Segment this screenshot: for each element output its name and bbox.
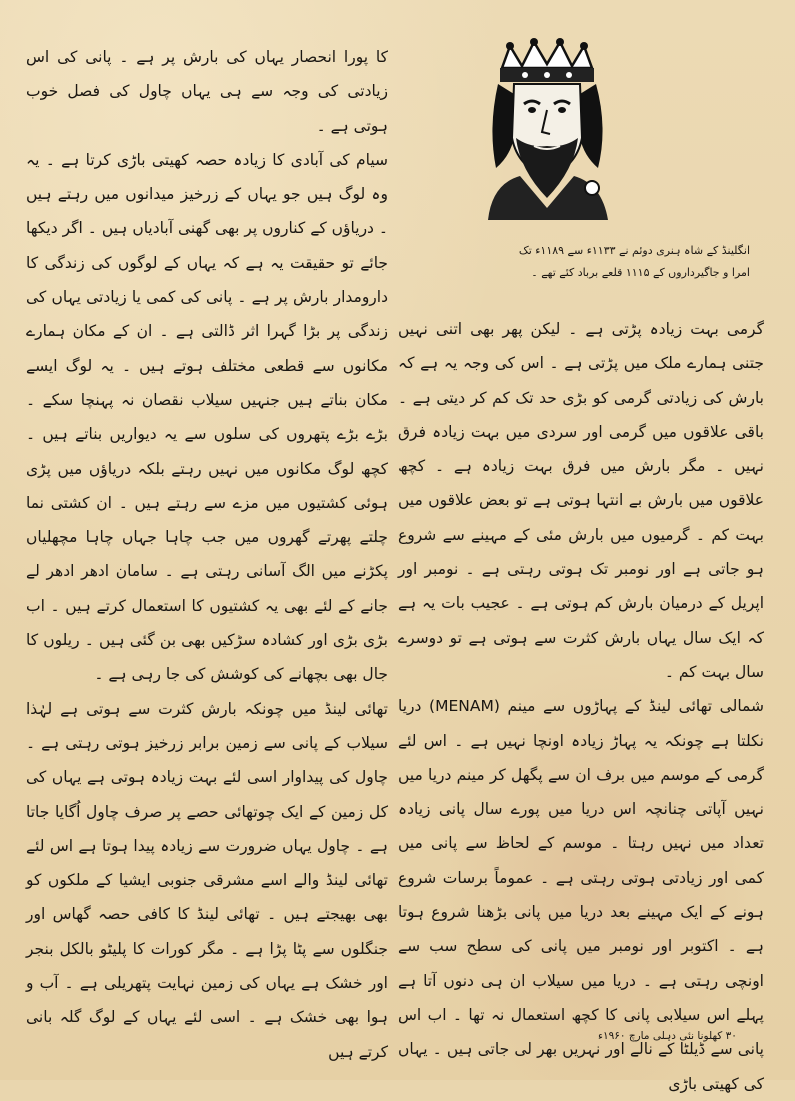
king-portrait-illustration (480, 38, 615, 220)
caption-line: امرا و جاگیرداروں کے ۱۱۱۵ قلعے برباد کئے تھے ۔ (531, 266, 750, 279)
paragraph: سیام کی آبادی کا زیادہ حصہ کھیتی باڑی کرتا ہے ۔ یہ وہ لوگ ہیں جو یہاں کے زرخیز میدانوں میں رہتے ہیں ۔ دریاؤں کے کناروں پر بھی گھنی آبادیاں ہیں ۔ اگر دیکھا جائے تو حقیقت یہ ہے کہ یہاں کے لوگوں کی زندگی کا دارومدار بارش پر ہے ۔ پانی کی کمی یا زیادتی یہاں کی زندگی پر بڑا گہرا اثر ڈالتی ہے ۔ ان کے مکان ہمارے مکانوں سے قطعی مختلف ہوتے ہیں ۔ یہ لوگ ایسے مکان بناتے ہیں جنہیں سیلاب نقصان نہ پہنچا سکے ۔ بڑے بڑے پتھروں کی سلوں سے یہ دیواریں بناتے ہیں ۔ کچھ لوگ مکانوں میں نہیں رہتے بلکہ دریاؤں میں پڑی ہوئی کشتیوں میں مزے سے رہتے ہیں ۔ ان کشتی نما چلتے پھرتے گھروں میں جب چاہا جہاں چاہا مچھلیاں پکڑنے میں الگ آسانی رہتی ہے ۔ سامان ادھر ادھر لے جانے کے لئے بھی یہ کشتیوں کا استعمال کرتے ہیں ۔ اب بڑی بڑی اور کشادہ سڑکیں بھی بن گئی ہیں ۔ ریلوں کا جال بھی بچھانے کی کوشش کی جا رہی ہے ۔ (26, 150, 388, 684)
right-text-column (398, 312, 764, 1101)
paragraph: تھائی لینڈ میں چونکہ بارش کثرت سے ہوتی ہے لہٰذا سیلاب کے پانی سے زمین برابر زرخیز ہوتی رہتی ہے ۔ چاول کی پیداوار اسی لئے بہت زیادہ ہوتی ہے یہاں کی کل زمین کے ایک چوتھائی حصے پر صرف چاول اُگایا جاتا ہے ۔ چاول یہاں ضرورت سے زیادہ پیدا ہوتا ہے اس لئے تھائی لینڈ والے اسے مشرقی جنوبی ایشیا کے ملکوں کو بھی بھیجتے ہیں ۔ تھائی لینڈ کا کافی حصہ گھاس اور جنگلوں سے پٹا پڑا ہے ۔ مگر کورات کا پلیٹو بالکل بنجر اور خشک ہے یہاں کی زمین نہایت پتھریلی ہے ۔ آب و ہوا بھی خشک ہے ۔ اسی لئے یہاں کے لوگ گلہ بانی کرتے ہیں (26, 699, 388, 1061)
paragraph: گرمی بہت زیادہ پڑتی ہے ۔ لیکن پھر بھی اتنی نہیں جتنی ہمارے ملک میں پڑتی ہے ۔ اس کی وجہ یہ ہے کہ بارش کی زیادتی گرمی کو بڑی حد تک کم کر دیتی ہے ۔ باقی علاقوں میں گرمی اور سردی میں بہت زیادہ فرق نہیں ۔ مگر بارش میں فرق بہت زیادہ ہے ۔ کچھ علاقوں میں بارش بے انتہا ہوتی ہے تو بعض علاقوں میں بہت کم ۔ گرمیوں میں بارش مئی کے مہینے سے شروع ہو جاتی ہے اور نومبر تک ہوتی رہتی ہے ۔ نومبر اور اپریل کے درمیان بارش کم ہوتی ہے ۔ عجیب بات یہ ہے کہ ایک سال یہاں بارش کثرت سے ہوتی ہے تو دوسرے سال بہت کم ۔ (398, 320, 764, 681)
caption-line: انگلینڈ کے شاہ ہنری دوئم نے ۱۱۳۳ء سے ۱۱۸۹ء تک (518, 244, 750, 257)
paragraph: کا پورا انحصار یہاں کی بارش پر ہے ۔ پانی کی اس زیادتی کی وجہ سے ہی یہاں چاول کی فصل خوب ہوتی ہے ۔ (26, 48, 388, 135)
left-text-column (26, 40, 388, 1069)
page-footer: ۳۰ کھلونا نئی دہلی مارچ ۱۹۶۰ء (598, 1030, 737, 1042)
paragraph: شمالی تھائی لینڈ کے پہاڑوں سے مینم (MENAM) دریا نکلتا ہے چونکہ یہ پہاڑ زیادہ اونچا نہیں ہے ۔ اس لئے گرمی کے موسم میں برف ان سے پگھل کر مینم دریا میں نہیں آپاتی چنانچہ اس دریا میں پورے سال پانی زیادہ تعداد میں نہیں رہتا ۔ موسم کے لحاظ سے پانی میں کمی اور زیادتی ہوتی رہتی ہے ۔ عموماً برسات شروع ہونے کے ایک مہینے بعد دریا میں پانی بڑھنا شروع ہوتا ہے ۔ اکتوبر اور نومبر میں پانی کی سطح سب سے اونچی رہتی ہے ۔ دریا میں سیلاب ان ہی دنوں آتا ہے پہلے اس سیلابی پانی کا کچھ استعمال نہ تھا ۔ اب اس پانی سے ڈیلٹا کے نالے اور نہریں بھر لی جاتی ہیں ۔ یہاں کی کھیتی باڑی (398, 697, 764, 1093)
portrait-caption (430, 240, 750, 284)
